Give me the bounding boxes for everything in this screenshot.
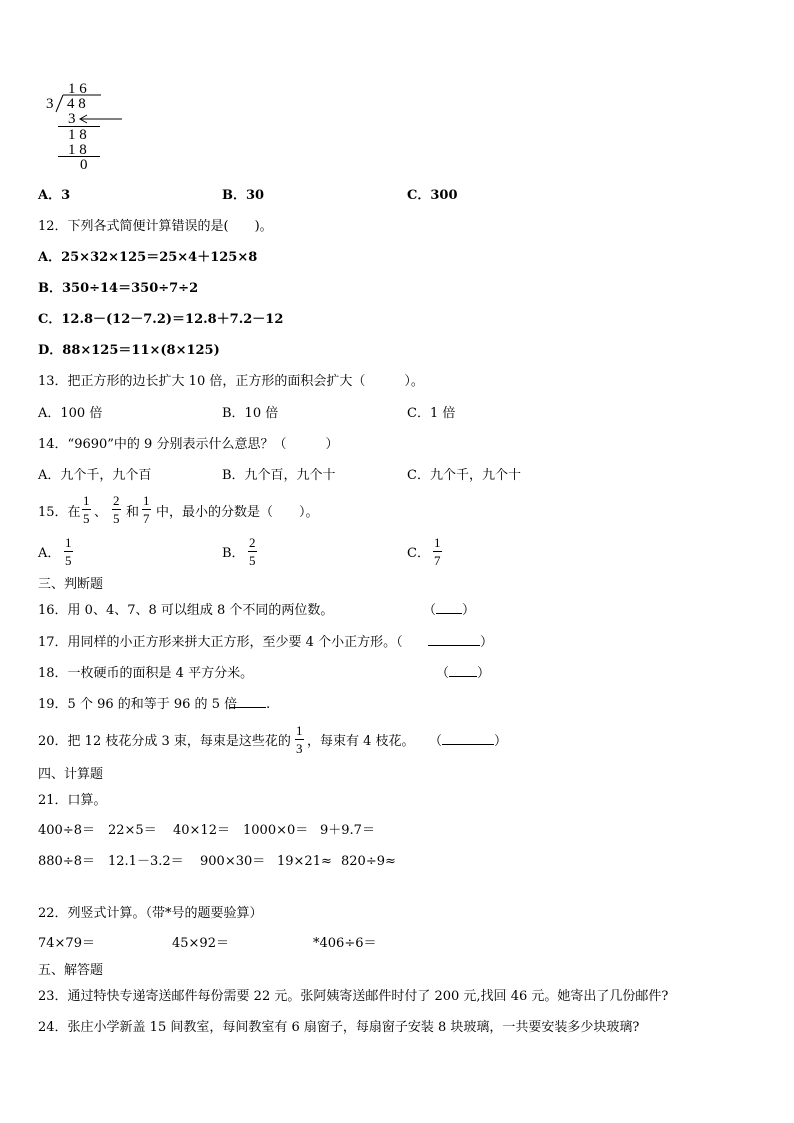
paren-left: （ [429, 734, 443, 749]
q22-item: *406÷6＝ [313, 936, 377, 951]
denominator: 5 [83, 511, 90, 526]
paren-right: ） [462, 603, 476, 618]
q15-sep2: 和 [126, 505, 140, 520]
q21-item: 400÷8＝ [38, 823, 95, 838]
q21-item: 12.1－3.2＝ [108, 854, 184, 869]
numerator: 2 [113, 493, 120, 508]
q12-option-b: B．350÷14＝350÷7÷2 [38, 281, 199, 296]
q14-option-c: C．九个千，九个十 [407, 468, 521, 483]
q21-item: 40×12＝ [173, 823, 230, 838]
q18-text: 18．一枚硬币的面积是 4 平方分米。 [38, 666, 254, 681]
q17-text: 17．用同样的小正方形来拼大正方形，至少要 4 个小正方形。（ [38, 635, 403, 650]
q21-item: 880÷8＝ [38, 854, 95, 869]
q14-option-b: B．九个百，九个十 [222, 468, 336, 483]
paren-right: ） [477, 666, 491, 681]
q21-item: 9＋9.7＝ [320, 823, 375, 838]
q21-item: 820÷9≈ [341, 854, 396, 869]
q17-answer-blank[interactable] [428, 636, 493, 649]
numerator: 2 [249, 535, 256, 550]
q15-option-b-fraction [248, 536, 257, 567]
step1: 3 [68, 111, 76, 127]
denominator: 5 [113, 511, 120, 526]
q11-option-b: B．30 [222, 188, 265, 203]
quotient: 1 6 [68, 81, 87, 97]
q15-stem-suffix: 中，最小的分数是（ ）。 [156, 505, 319, 520]
paren-right: ） [494, 734, 508, 749]
q21-item: 22×5＝ [108, 823, 157, 838]
q20-tail: ，每束有 4 枝花。 [307, 734, 415, 749]
denominator: 5 [249, 553, 256, 568]
q12-option-d: D．88×125＝11×(8×125) [38, 343, 220, 358]
section-heading-calculation: 四、计算题 [38, 767, 104, 782]
remainder: 0 [80, 157, 88, 173]
q24-text: 24．张庄小学新盖 15 间教室，每间教室有 6 扇窗子，每扇窗子安装 8 块玻璃，一共要安装多少块玻璃? [38, 1020, 640, 1035]
q23-text: 23．通过特快专递寄送邮件每份需要 22 元。张阿姨寄送邮件时付了 200 元,找回 46 元。她寄出了几份邮件? [38, 989, 669, 1004]
q22-item: 74×79＝ [38, 936, 95, 951]
q22-stem: 22．列竖式计算。（带*号的题要验算） [38, 906, 263, 921]
q16-answer-blank[interactable] [423, 604, 475, 617]
q12-option-a: A．25×32×125＝25×4＋125×8 [38, 250, 258, 265]
q11-option-a: A．3 [38, 188, 71, 203]
numerator: 1 [296, 723, 303, 738]
paren-left: （ [436, 666, 450, 681]
q15-option-a-label: A． [38, 546, 61, 561]
period: . [266, 697, 271, 712]
numerator: 1 [83, 493, 90, 508]
paren-left: （ [423, 603, 437, 618]
q15-option-c-label: C． [407, 546, 430, 561]
q15-stem-prefix: 15．在 [38, 505, 81, 520]
arrow-left-icon [78, 114, 124, 124]
paren-right: ） [480, 635, 494, 650]
q13-option-a: A．100 倍 [38, 406, 103, 421]
q12-stem: 12．下列各式简便计算错误的是( )。 [38, 219, 273, 234]
q20-answer-blank[interactable] [429, 735, 507, 748]
q12-option-c: C．12.8－(12－7.2)＝12.8＋7.2－12 [38, 312, 284, 327]
denominator: 7 [143, 511, 150, 526]
q13-option-b: B．10 倍 [222, 406, 279, 421]
q15-fraction-2 [112, 494, 121, 525]
q15-option-b-label: B． [222, 546, 245, 561]
q13-stem: 13．把正方形的边长扩大 10 倍，正方形的面积会扩大（ ）。 [38, 374, 424, 389]
q21-item: 900×30＝ [200, 854, 266, 869]
q16-text: 16．用 0、4、7、8 可以组成 8 个不同的两位数。 [38, 603, 334, 618]
q15-fraction-1 [82, 494, 91, 525]
q19-text: 19．5 个 96 的和等于 96 的 5 倍 [38, 697, 238, 712]
step2: 1 8 [68, 127, 87, 143]
q20-fraction [295, 724, 304, 755]
numerator: 1 [65, 535, 72, 550]
q14-stem: 14．“9690”中的 9 分别表示什么意思？（ ） [38, 437, 339, 452]
numerator: 1 [143, 493, 150, 508]
denominator: 7 [434, 553, 441, 568]
denominator: 3 [296, 741, 303, 756]
q21-stem: 21．口算。 [38, 793, 107, 808]
q15-option-c-fraction [433, 536, 442, 567]
numerator: 1 [434, 535, 441, 550]
q21-item: 19×21≈ [277, 854, 332, 869]
step3: 1 8 [68, 142, 87, 158]
section-heading-word-problems: 五、解答题 [38, 963, 104, 978]
q15-sep1: 、 [94, 505, 108, 520]
q22-item: 45×92＝ [172, 936, 229, 951]
q13-option-c: C．1 倍 [407, 406, 456, 421]
section-heading-judgment: 三、判断题 [38, 577, 104, 592]
divisor: 3 [46, 96, 54, 112]
q21-item: 1000×0＝ [243, 823, 309, 838]
q18-answer-blank[interactable] [436, 667, 490, 680]
q20-text: 20．把 12 枝花分成 3 束，每束是这些花的 [38, 734, 291, 749]
dividend: 4 8 [67, 96, 86, 112]
division-rule-2 [58, 156, 100, 157]
q15-option-a-fraction [64, 536, 73, 567]
q15-fraction-3 [142, 494, 151, 525]
q19-answer-blank[interactable] [230, 698, 270, 711]
q11-option-c: C．300 [407, 188, 458, 203]
denominator: 5 [65, 553, 72, 568]
q14-option-a: A．九个千，九个百 [38, 468, 152, 483]
